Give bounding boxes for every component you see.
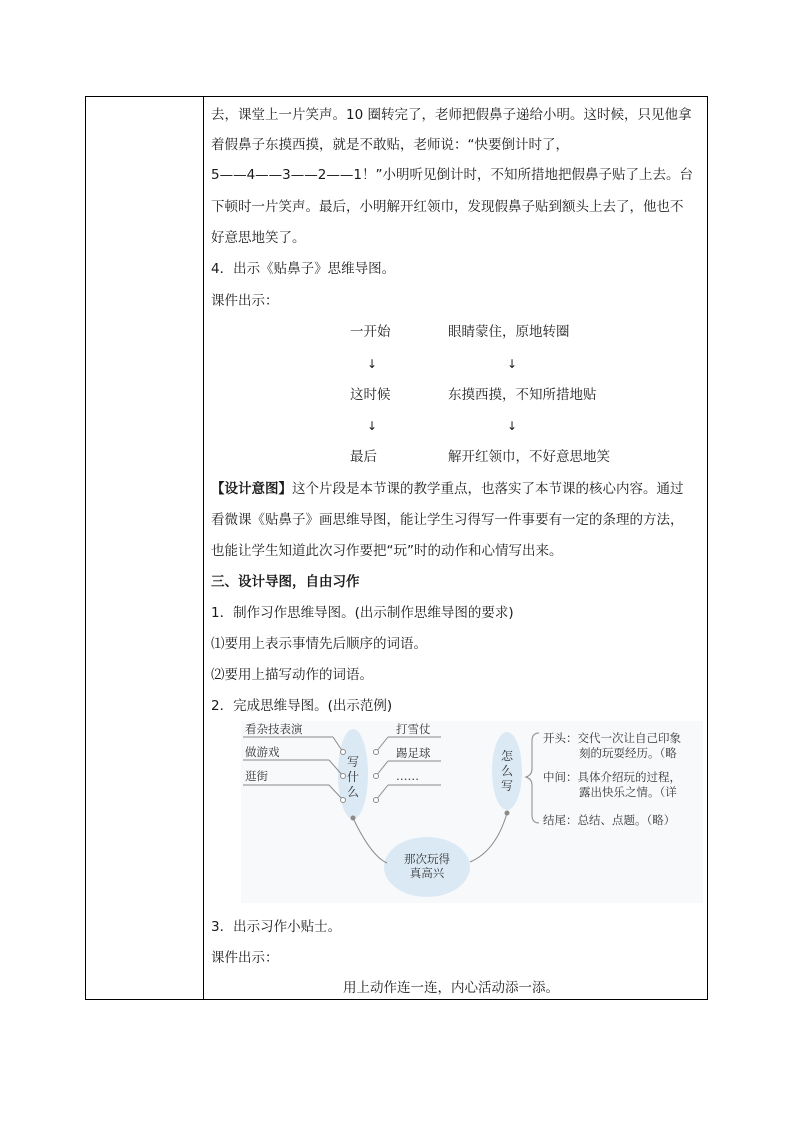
flow-right-2: 东摸西摸，不知所措地贴 (448, 387, 597, 403)
text-line: 下顿时一片笑声。最后，小明解开红领巾，发现假鼻子贴到额头上去了，他也不 (211, 199, 684, 215)
what-label-char: 么 (346, 785, 359, 799)
text-line: 5——4——3——2——1！”小明听见倒计时，不知所措地把假鼻子贴了上去。台 (211, 167, 693, 183)
flow-left-2: 这时候 (350, 387, 391, 403)
flow-right-1: 眼睛蒙住，原地转圈 (448, 324, 570, 340)
courseware-label: 课件出示： (211, 950, 279, 966)
how-label-char: 写 (500, 779, 513, 793)
down-arrow-icon: ↓ (367, 419, 378, 433)
section-middle (543, 770, 681, 784)
what-item-4: 打雪仗 (396, 722, 431, 736)
center-topic-line: 那次玩得 (404, 852, 450, 866)
design-intent-text: 这个片段是本节课的教学重点，也落实了本节课的核心内容。通过 (292, 481, 684, 497)
requirement-item: ⑴要用上表示事情先后顺序的词语。 (211, 636, 427, 652)
text-line: 去，课堂上一片笑声。10 圈转完了，老师把假鼻子递给小明。这时候，只见他拿 (211, 107, 692, 123)
down-arrow-icon: ↓ (367, 357, 378, 371)
section-text: 具体介绍玩的过程， (577, 770, 681, 784)
tip-text: 用上动作连一连，内心活动添一添。 (343, 980, 559, 996)
what-item-6: …… (396, 769, 419, 783)
how-label (500, 749, 514, 794)
text-line: 也能让学生知道此次习作要把“玩”时的动作和心情写出来。 (211, 543, 563, 559)
design-intent (211, 479, 684, 499)
section-opening-cont: 刻的玩耍经历。（略 (579, 746, 677, 760)
down-arrow-icon: ↓ (507, 357, 518, 371)
section-middle-cont: 露出快乐之情。（详 (579, 785, 677, 799)
text-line: 看微课《贴鼻子》画思维导图，能让学生习得写一件事要有一定的条理的方法， (211, 512, 684, 528)
mind-map-example (241, 721, 703, 903)
step-heading: 3．出示习作小贴士。 (211, 919, 342, 935)
flow-left-3: 最后 (350, 449, 377, 465)
what-label-char: 写 (346, 755, 359, 769)
what-item-1: 看杂技表演 (245, 722, 303, 736)
down-arrow-icon: ↓ (507, 419, 518, 433)
design-intent-label: 【设计意图】 (211, 481, 292, 497)
section-label: 结尾： (543, 813, 578, 827)
section-text: 交代一次让自己印象 (577, 731, 681, 745)
step-heading: 1．制作习作思维导图。(出示制作思维导图的要求) (211, 605, 514, 621)
text-line: 着假鼻子东摸西摸，就是不敢贴，老师说：“快要倒计时了， (211, 137, 569, 153)
lesson-table (85, 96, 708, 1000)
section-label: 开头： (543, 731, 578, 745)
step-heading: 2．完成思维导图。(出示范例) (211, 698, 393, 714)
what-item-3: 逛街 (245, 769, 268, 783)
flow-right-3: 解开红领巾，不好意思地笑 (448, 449, 610, 465)
step-heading: 4．出示《贴鼻子》思维导图。 (211, 261, 396, 277)
section-ending (543, 813, 675, 827)
section-label: 中间： (543, 770, 578, 784)
what-item-5: 踢足球 (396, 746, 431, 760)
what-item-2: 做游戏 (245, 745, 280, 759)
section-text: 总结、点题。（略） (577, 813, 676, 827)
what-label-char: 什 (346, 770, 359, 784)
section-heading: 三、设计导图，自由习作 (211, 574, 360, 590)
how-label-char: 么 (500, 764, 513, 778)
courseware-label: 课件出示： (211, 293, 279, 309)
what-label (346, 755, 360, 800)
flow-left-1: 一开始 (350, 324, 391, 340)
column-divider (203, 97, 204, 999)
section-opening (543, 731, 681, 745)
requirement-item: ⑵要用上描写动作的词语。 (211, 667, 373, 683)
how-label-char: 怎 (500, 749, 513, 763)
center-topic (403, 852, 451, 880)
text-line: 好意思地笑了。 (211, 230, 306, 246)
center-topic-line: 真高兴 (409, 866, 445, 880)
